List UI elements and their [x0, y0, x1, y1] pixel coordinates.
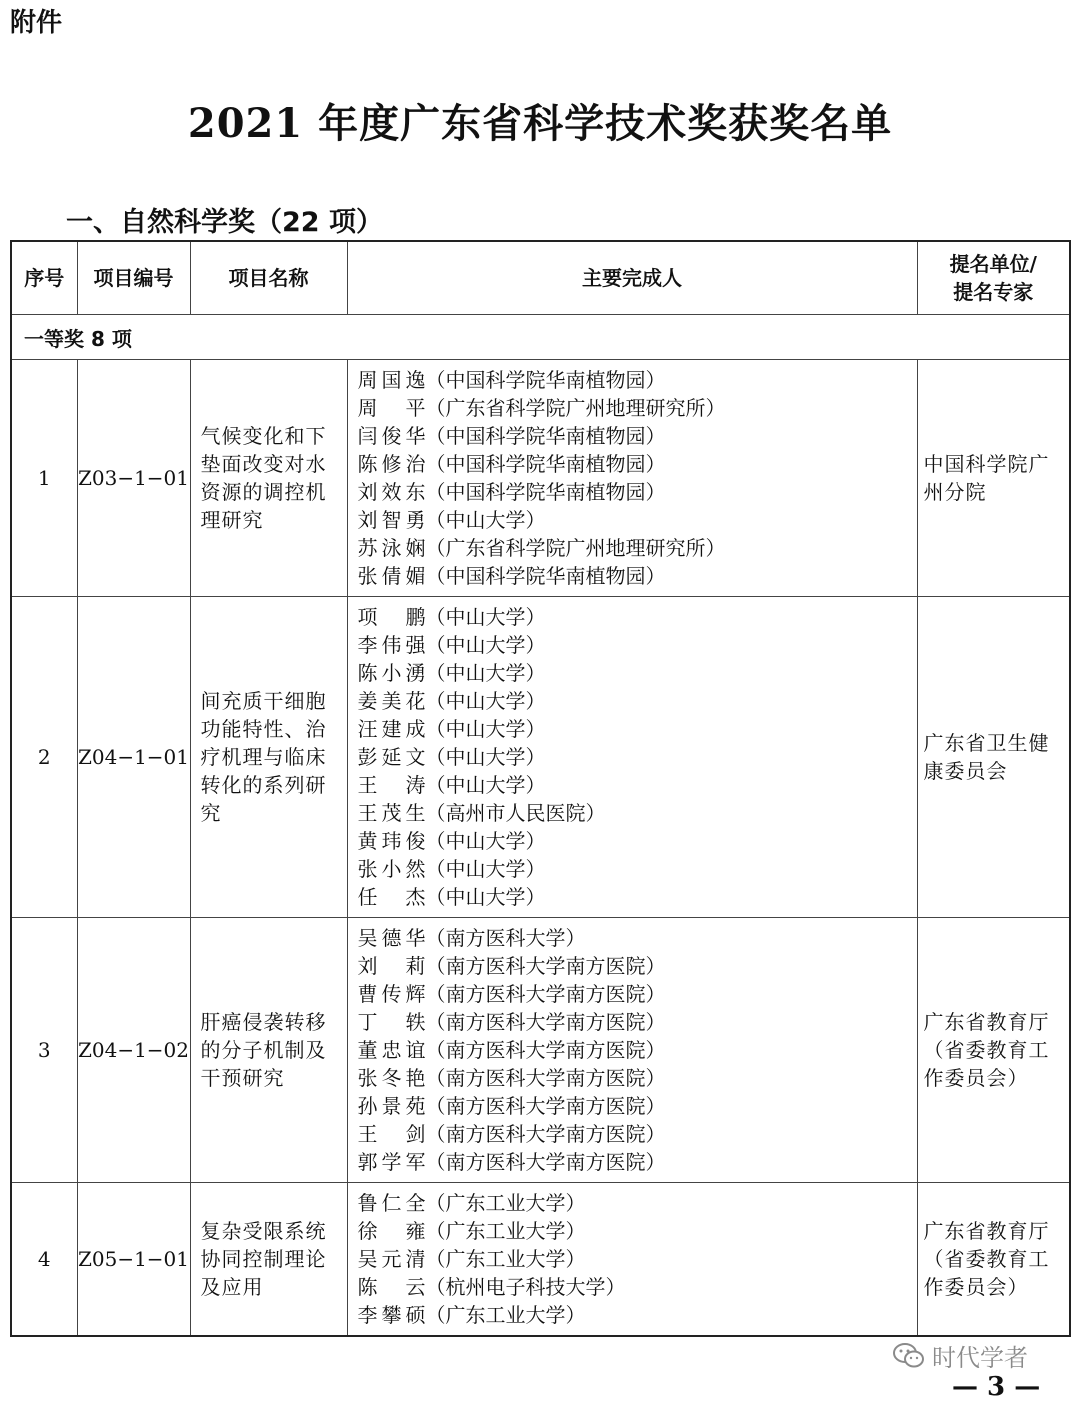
contributor [358, 827, 917, 855]
contributor-affiliation: （中国科学院华南植物园） [425, 424, 666, 448]
contributor-affiliation: （中山大学） [425, 605, 546, 629]
row-number: 4 [11, 1183, 77, 1337]
contributor-name: 董忠谊 [357, 1038, 426, 1062]
row-number: 1 [11, 360, 77, 597]
table-row [11, 360, 1070, 597]
contributor-affiliation: （中山大学） [425, 885, 546, 909]
contributor-affiliation: （中山大学） [425, 689, 546, 713]
contributor [358, 422, 917, 450]
contributor-name: 张倩媚 [357, 564, 426, 588]
contributor-affiliation: （广东工业大学） [425, 1247, 586, 1271]
contributor-affiliation: （广东省科学院广州地理研究所） [425, 536, 726, 560]
contributors-cell [347, 597, 917, 918]
contributors-cell [347, 1183, 917, 1337]
header-code: 项目编号 [77, 241, 190, 315]
contributor-affiliation: （南方医科大学南方医院） [425, 1010, 666, 1034]
contributor-name: 刘智勇 [357, 508, 426, 532]
contributor [358, 631, 917, 659]
contributor-affiliation: （中山大学） [425, 773, 546, 797]
awards-table [10, 240, 1071, 1337]
contributor-name: 姜美花 [357, 689, 426, 713]
grade-label: 一等奖 8 项 [11, 315, 1070, 360]
contributor [358, 687, 917, 715]
watermark [892, 1338, 1028, 1373]
contributors-cell [347, 360, 917, 597]
contributor [358, 715, 917, 743]
contributor [358, 506, 917, 534]
contributor-name: 张小然 [357, 857, 426, 881]
contributor-name: 郭学军 [357, 1150, 426, 1174]
contributor-affiliation: （中国科学院华南植物园） [425, 564, 666, 588]
nominator: 广东省教育厅（省委教育工作委员会） [917, 1183, 1070, 1337]
contributor [358, 1148, 917, 1176]
row-number: 3 [11, 918, 77, 1183]
contributor-affiliation: （中山大学） [425, 508, 546, 532]
contributor [358, 659, 917, 687]
contributor-name: 吴德华 [357, 926, 426, 950]
contributor [358, 1120, 917, 1148]
contributor-affiliation: （中山大学） [425, 633, 546, 657]
contributor-affiliation: （中山大学） [425, 745, 546, 769]
contributor-affiliation: （中国科学院华南植物园） [425, 452, 666, 476]
table-row [11, 918, 1070, 1183]
project-name: 复杂受限系统协同控制理论及应用 [190, 1183, 347, 1337]
contributor [358, 1189, 917, 1217]
contributor-affiliation: （广东工业大学） [425, 1303, 586, 1327]
contributor [358, 1245, 917, 1273]
table-row [11, 1183, 1070, 1337]
contributor-name: 王 涛 [357, 773, 426, 797]
contributor-name: 苏泳娴 [357, 536, 426, 560]
nominator: 中国科学院广州分院 [917, 360, 1070, 597]
project-code: Z05−1−01 [77, 1183, 190, 1337]
contributor-affiliation: （南方医科大学南方医院） [425, 982, 666, 1006]
header-nominator-line1: 提名单位/ [949, 252, 1037, 276]
contributor-affiliation: （中国科学院华南植物园） [425, 368, 666, 392]
contributor-name: 陈修治 [357, 452, 426, 476]
header-no: 序号 [11, 241, 77, 315]
contributor-affiliation: （南方医科大学南方医院） [425, 1066, 666, 1090]
project-code: Z04−1−02 [77, 918, 190, 1183]
table-header-row [11, 241, 1070, 315]
project-name: 气候变化和下垫面改变对水资源的调控机理研究 [190, 360, 347, 597]
contributor-affiliation: （广东工业大学） [425, 1219, 586, 1243]
contributor-name: 周国逸 [357, 368, 426, 392]
page-number: — 3 — [952, 1372, 1041, 1402]
contributor-affiliation: （中山大学） [425, 661, 546, 685]
section-heading: 一、自然科学奖（22 项） [66, 207, 383, 238]
contributor [358, 855, 917, 883]
contributor-affiliation: （中山大学） [425, 829, 546, 853]
contributor [358, 394, 917, 422]
project-code: Z04−1−01 [77, 597, 190, 918]
contributor-name: 刘 莉 [357, 954, 426, 978]
contributor-affiliation: （广东省科学院广州地理研究所） [425, 396, 726, 420]
contributors-cell [347, 918, 917, 1183]
contributor-affiliation: （南方医科大学） [425, 926, 586, 950]
contributor-affiliation: （广东工业大学） [425, 1191, 586, 1215]
contributor-name: 彭延文 [357, 745, 426, 769]
watermark-text: 时代学者 [932, 1344, 1028, 1372]
contributor [358, 450, 917, 478]
contributor-affiliation: （南方医科大学南方医院） [425, 1038, 666, 1062]
contributor-name: 吴元清 [357, 1247, 426, 1271]
header-people: 主要完成人 [347, 241, 917, 315]
contributor-affiliation: （中山大学） [425, 857, 546, 881]
header-nominator-line2: 提名专家 [953, 280, 1034, 304]
contributor [358, 562, 917, 590]
contributor-name: 曹传辉 [357, 982, 426, 1006]
contributor [358, 1036, 917, 1064]
contributor-affiliation: （南方医科大学南方医院） [425, 1122, 666, 1146]
contributor [358, 980, 917, 1008]
contributor-affiliation: （南方医科大学南方医院） [425, 1150, 666, 1174]
contributor-affiliation: （高州市人民医院） [425, 801, 606, 825]
project-name: 间充质干细胞功能特性、治疗机理与临床转化的系列研究 [190, 597, 347, 918]
contributor [358, 952, 917, 980]
contributor-name: 汪建成 [357, 717, 426, 741]
contributor [358, 1092, 917, 1120]
contributor [358, 1273, 917, 1301]
contributor [358, 1217, 917, 1245]
contributor-name: 丁 轶 [357, 1010, 426, 1034]
contributor-name: 李攀硕 [357, 1303, 426, 1327]
contributor-name: 闫俊华 [357, 424, 426, 448]
nominator: 广东省教育厅（省委教育工作委员会） [917, 918, 1070, 1183]
table-row [11, 597, 1070, 918]
contributor [358, 799, 917, 827]
contributor [358, 478, 917, 506]
header-name: 项目名称 [190, 241, 347, 315]
nominator: 广东省卫生健康委员会 [917, 597, 1070, 918]
contributor-name: 刘效东 [357, 480, 426, 504]
contributor-name: 项 鹏 [357, 605, 426, 629]
contributor [358, 1064, 917, 1092]
annex-label: 附件 [10, 8, 63, 38]
contributor-name: 孙景苑 [357, 1094, 426, 1118]
contributor-name: 陈 云 [357, 1275, 426, 1299]
contributor [358, 743, 917, 771]
contributor-affiliation: （南方医科大学南方医院） [425, 954, 666, 978]
contributor-affiliation: （杭州电子科技大学） [425, 1275, 626, 1299]
page-title: 2021 年度广东省科学技术奖获奖名单 [187, 100, 893, 147]
contributor-name: 黄玮俊 [357, 829, 426, 853]
contributor-name: 李伟强 [357, 633, 426, 657]
wechat-icon [892, 1342, 926, 1370]
grade-row [11, 315, 1070, 360]
contributor-name: 任 杰 [357, 885, 426, 909]
contributor-name: 王茂生 [357, 801, 426, 825]
contributor [358, 771, 917, 799]
contributor-name: 王 剑 [357, 1122, 426, 1146]
project-code: Z03−1−01 [77, 360, 190, 597]
contributor-affiliation: （中山大学） [425, 717, 546, 741]
contributor-affiliation: （中国科学院华南植物园） [425, 480, 666, 504]
contributor [358, 603, 917, 631]
contributor-name: 陈小湧 [357, 661, 426, 685]
contributor [358, 1301, 917, 1329]
contributor-name: 徐 雍 [357, 1219, 426, 1243]
contributor-name: 鲁仁全 [357, 1191, 426, 1215]
contributor [358, 924, 917, 952]
contributor-name: 周 平 [357, 396, 426, 420]
project-name: 肝癌侵袭转移的分子机制及干预研究 [190, 918, 347, 1183]
contributor [358, 366, 917, 394]
row-number: 2 [11, 597, 77, 918]
contributor [358, 1008, 917, 1036]
contributor-name: 张冬艳 [357, 1066, 426, 1090]
header-nominator [917, 241, 1070, 315]
contributor [358, 883, 917, 911]
contributor [358, 534, 917, 562]
contributor-affiliation: （南方医科大学南方医院） [425, 1094, 666, 1118]
